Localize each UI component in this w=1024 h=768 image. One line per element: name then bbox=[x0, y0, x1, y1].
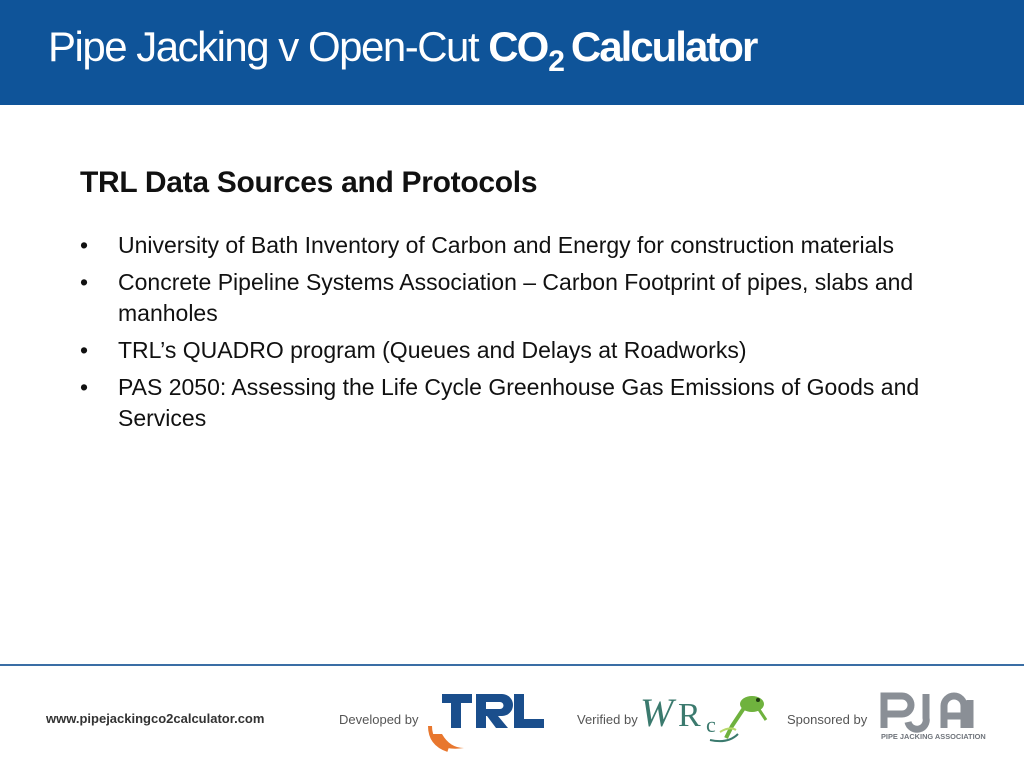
bullet-icon: • bbox=[80, 374, 89, 400]
svg-text:W: W bbox=[640, 690, 674, 735]
header-bar bbox=[0, 0, 1024, 105]
website-link[interactable]: www.pipejackingco2calculator.com bbox=[46, 711, 265, 726]
title-part2: Calculator bbox=[570, 23, 757, 70]
bullet-text: TRL’s QUADRO program (Queues and Delays at Roadworks) bbox=[118, 337, 747, 363]
wrc-logo bbox=[640, 686, 772, 748]
list-item bbox=[80, 230, 920, 261]
title-co: CO bbox=[488, 23, 548, 70]
pja-logo bbox=[880, 690, 992, 742]
list-item bbox=[80, 372, 920, 434]
footer-divider bbox=[0, 664, 1024, 666]
bullet-icon: • bbox=[80, 232, 89, 258]
section-heading: TRL Data Sources and Protocols bbox=[80, 166, 538, 199]
list-item bbox=[80, 335, 920, 366]
bullet-text: PAS 2050: Assessing the Life Cycle Greenhouse Gas Emissions of Goods and Services bbox=[118, 374, 920, 431]
developed-by-label: Developed by bbox=[339, 712, 419, 727]
title-subscript: 2 bbox=[548, 45, 565, 78]
svg-text:c: c bbox=[706, 712, 716, 737]
svg-text:R: R bbox=[678, 697, 701, 734]
list-item bbox=[80, 267, 920, 329]
bullet-text: University of Bath Inventory of Carbon and Energy for construction materials bbox=[118, 232, 894, 258]
sponsored-by-label: Sponsored by bbox=[787, 712, 868, 727]
page-title bbox=[48, 22, 756, 77]
bullet-list bbox=[80, 230, 920, 440]
bullet-text: Concrete Pipeline Systems Association – Carbon Footprint of pipes, slabs and manholes bbox=[118, 269, 914, 326]
bullet-icon: • bbox=[80, 269, 89, 295]
bullet-icon: • bbox=[80, 337, 89, 363]
svg-text:PIPE JACKING ASSOCIATION: PIPE JACKING ASSOCIATION bbox=[881, 732, 986, 741]
verified-by-label: Verified by bbox=[577, 712, 638, 727]
title-part1: Pipe Jacking v Open-Cut bbox=[48, 23, 489, 70]
trl-logo bbox=[428, 690, 550, 754]
